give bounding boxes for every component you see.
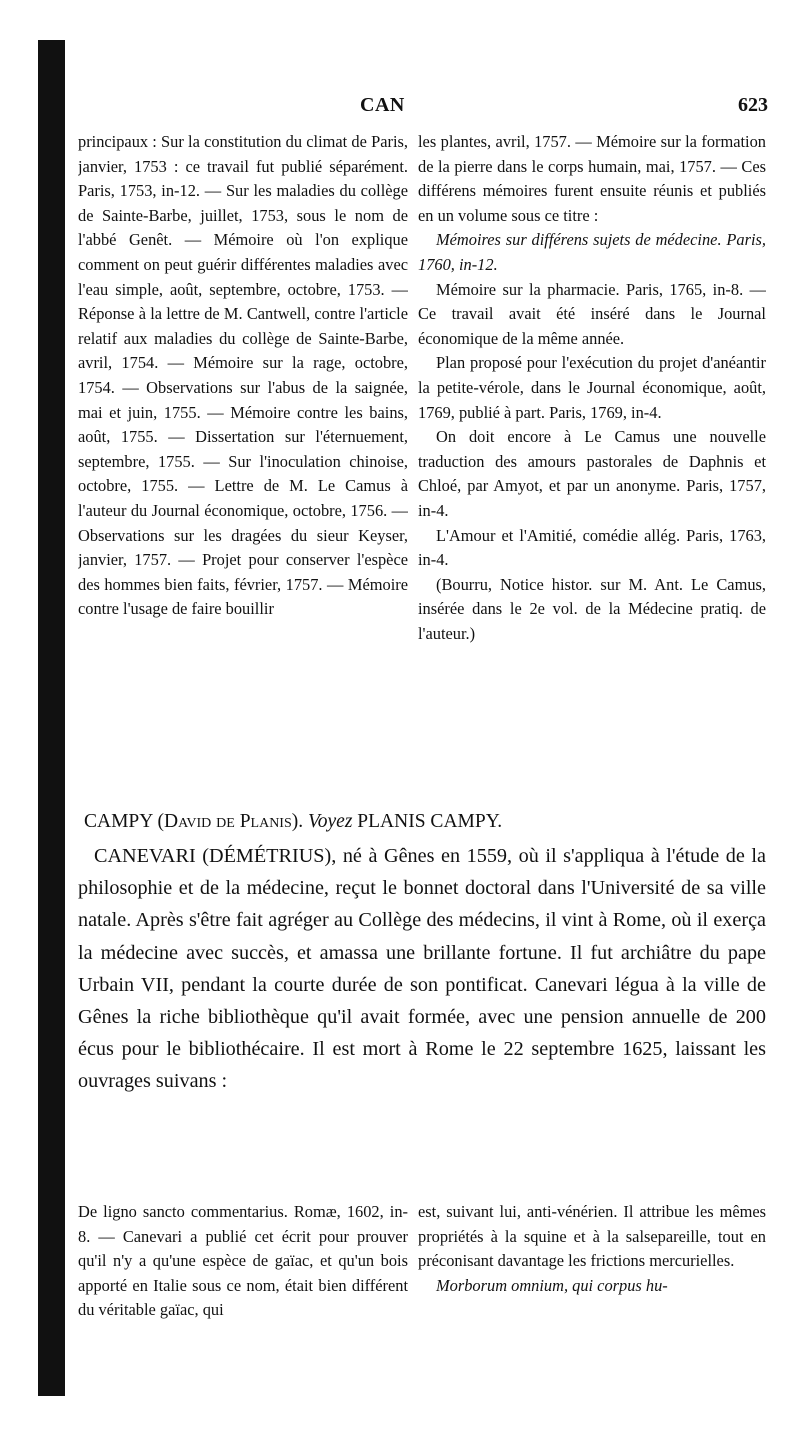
upper-left-column <box>78 130 408 820</box>
upper-two-column-block <box>78 130 768 820</box>
lower-two-column-block <box>78 1200 768 1390</box>
lower-left-column <box>78 1200 408 1390</box>
lower-right-column <box>418 1200 766 1390</box>
book-spine-shadow <box>38 40 65 1396</box>
upper-right-p2: Mémoires sur différens sujets de médecine. Paris, 1760, in-12. <box>418 230 766 274</box>
upper-right-p7: (Bourru, Notice histor. sur M. Ant. Le Camus, insérée dans le 2e vol. de la Médecine pratiq. de l'auteur.) <box>418 574 766 643</box>
upper-right-p6: L'Amour et l'Amitié, comédie allég. Paris, 1763, in-4. <box>418 525 766 570</box>
lower-right-p2: Morborum omnium, qui corpus hu- <box>436 1275 668 1295</box>
campy-target: PLANIS CAMPY. <box>357 811 503 832</box>
upper-right-p3: Mémoire sur la pharmacie. Paris, 1765, in-8. — Ce travail avait été inséré dans le Journal économique de la même année. <box>418 279 766 348</box>
upper-left-text: principaux : Sur la constitution du climat de Paris, janvier, 1753 : ce travail fut publié séparément. Paris, 1753, in-12. — Sur les maladies du collège de Sainte-Barbe, juillet, 1753, sous le nom de l'abbé Genêt. — Mémoire où l'on explique comment on peut guérir différentes maladies avec l'eau simple, août, septembre, octobre, 1753. — Réponse à la lettre de M. Cantwell, contre l'article relatif aux maladies du collège de Sainte-Barbe, avril, 1754. — Mémoire sur la rage, octobre, 1754. — Observations sur l'abus de la saignée, mai et juin, 1755. — Mémoire contre les bains, août, 1755. — Dissertation sur l'éternuement, septembre, 1755. — Sur l'inoculation chinoise, octobre, 1755. — Lettre de M. Le Camus à l'auteur du Journal économique, octobre, 1756. — Observations sur les dragées du sieur Keyser, janvier, 1757. — Projet pour conserver l'espèce des hommes bien faits, février, 1757. — Mémoire contre l'usage de faire bouillir <box>78 132 408 619</box>
campy-paren: (David de Planis). <box>157 811 304 832</box>
canevari-entry <box>78 840 766 1098</box>
upper-right-p1: les plantes, avril, 1757. — Mémoire sur la formation de la pierre dans le corps humain, mai, 1757. — Ces différens mémoires furent ensuite réunis et publiés en un volume sous ce titre : <box>418 132 766 225</box>
page-number: 623 <box>738 94 768 116</box>
canevari-text: CANEVARI (DÉMÉTRIUS), né à Gênes en 1559, où il s'appliqua à l'étude de la philosophie et de la médecine, reçut le bonnet doctoral dans l'Université de sa ville natale. Après s'être fait agréger au Collège des médecins, il vint à Rome, où il exerça la médecine avec succès, et amassa une brillante fortune. Il fut archiâtre du pape Urbain VII, pendant la courte durée de son pontificat. Canevari légua à la ville de Gênes la riche bibliothèque qu'il avait formée, avec une pension annuelle de 200 écus pour le bibliothécaire. Il est mort à Rome le 22 septembre 1625, laissant les ouvrages suivans : <box>78 845 766 1093</box>
campy-headword: CAMPY <box>84 811 153 832</box>
lower-right-p1: est, suivant lui, anti-vénérien. Il attribue les mêmes propriétés à la squine et à la salsepareille, tout en préconisant davantage les frictions mercurielles. <box>418 1202 766 1271</box>
upper-right-column <box>418 130 766 820</box>
running-head-title: CAN <box>360 94 405 116</box>
lower-left-text: De ligno sancto commentarius. Romæ, 1602, in-8. — Canevari a publié cet écrit pour prouver qu'il n'y a qu'une espèce de gaïac, et qu'un bois apporté en Italie sous ce nom, était bien différent du véritable gaïac, qui <box>78 1202 408 1320</box>
campy-voyez: Voyez <box>308 811 353 832</box>
running-head <box>78 90 768 126</box>
upper-right-p4: Plan proposé pour l'exécution du projet d'anéantir la petite-vérole, dans le Journal économique, août, 1769, publié à part. Paris, 1769, in-4. <box>418 353 766 422</box>
book-page <box>78 90 768 1390</box>
upper-right-p5: On doit encore à Le Camus une nouvelle traduction des amours pastorales de Daphnis et Chloé, par Amyot, et par un anonyme. Paris, 1757, in-4. <box>418 427 766 520</box>
campy-entry <box>84 808 764 836</box>
